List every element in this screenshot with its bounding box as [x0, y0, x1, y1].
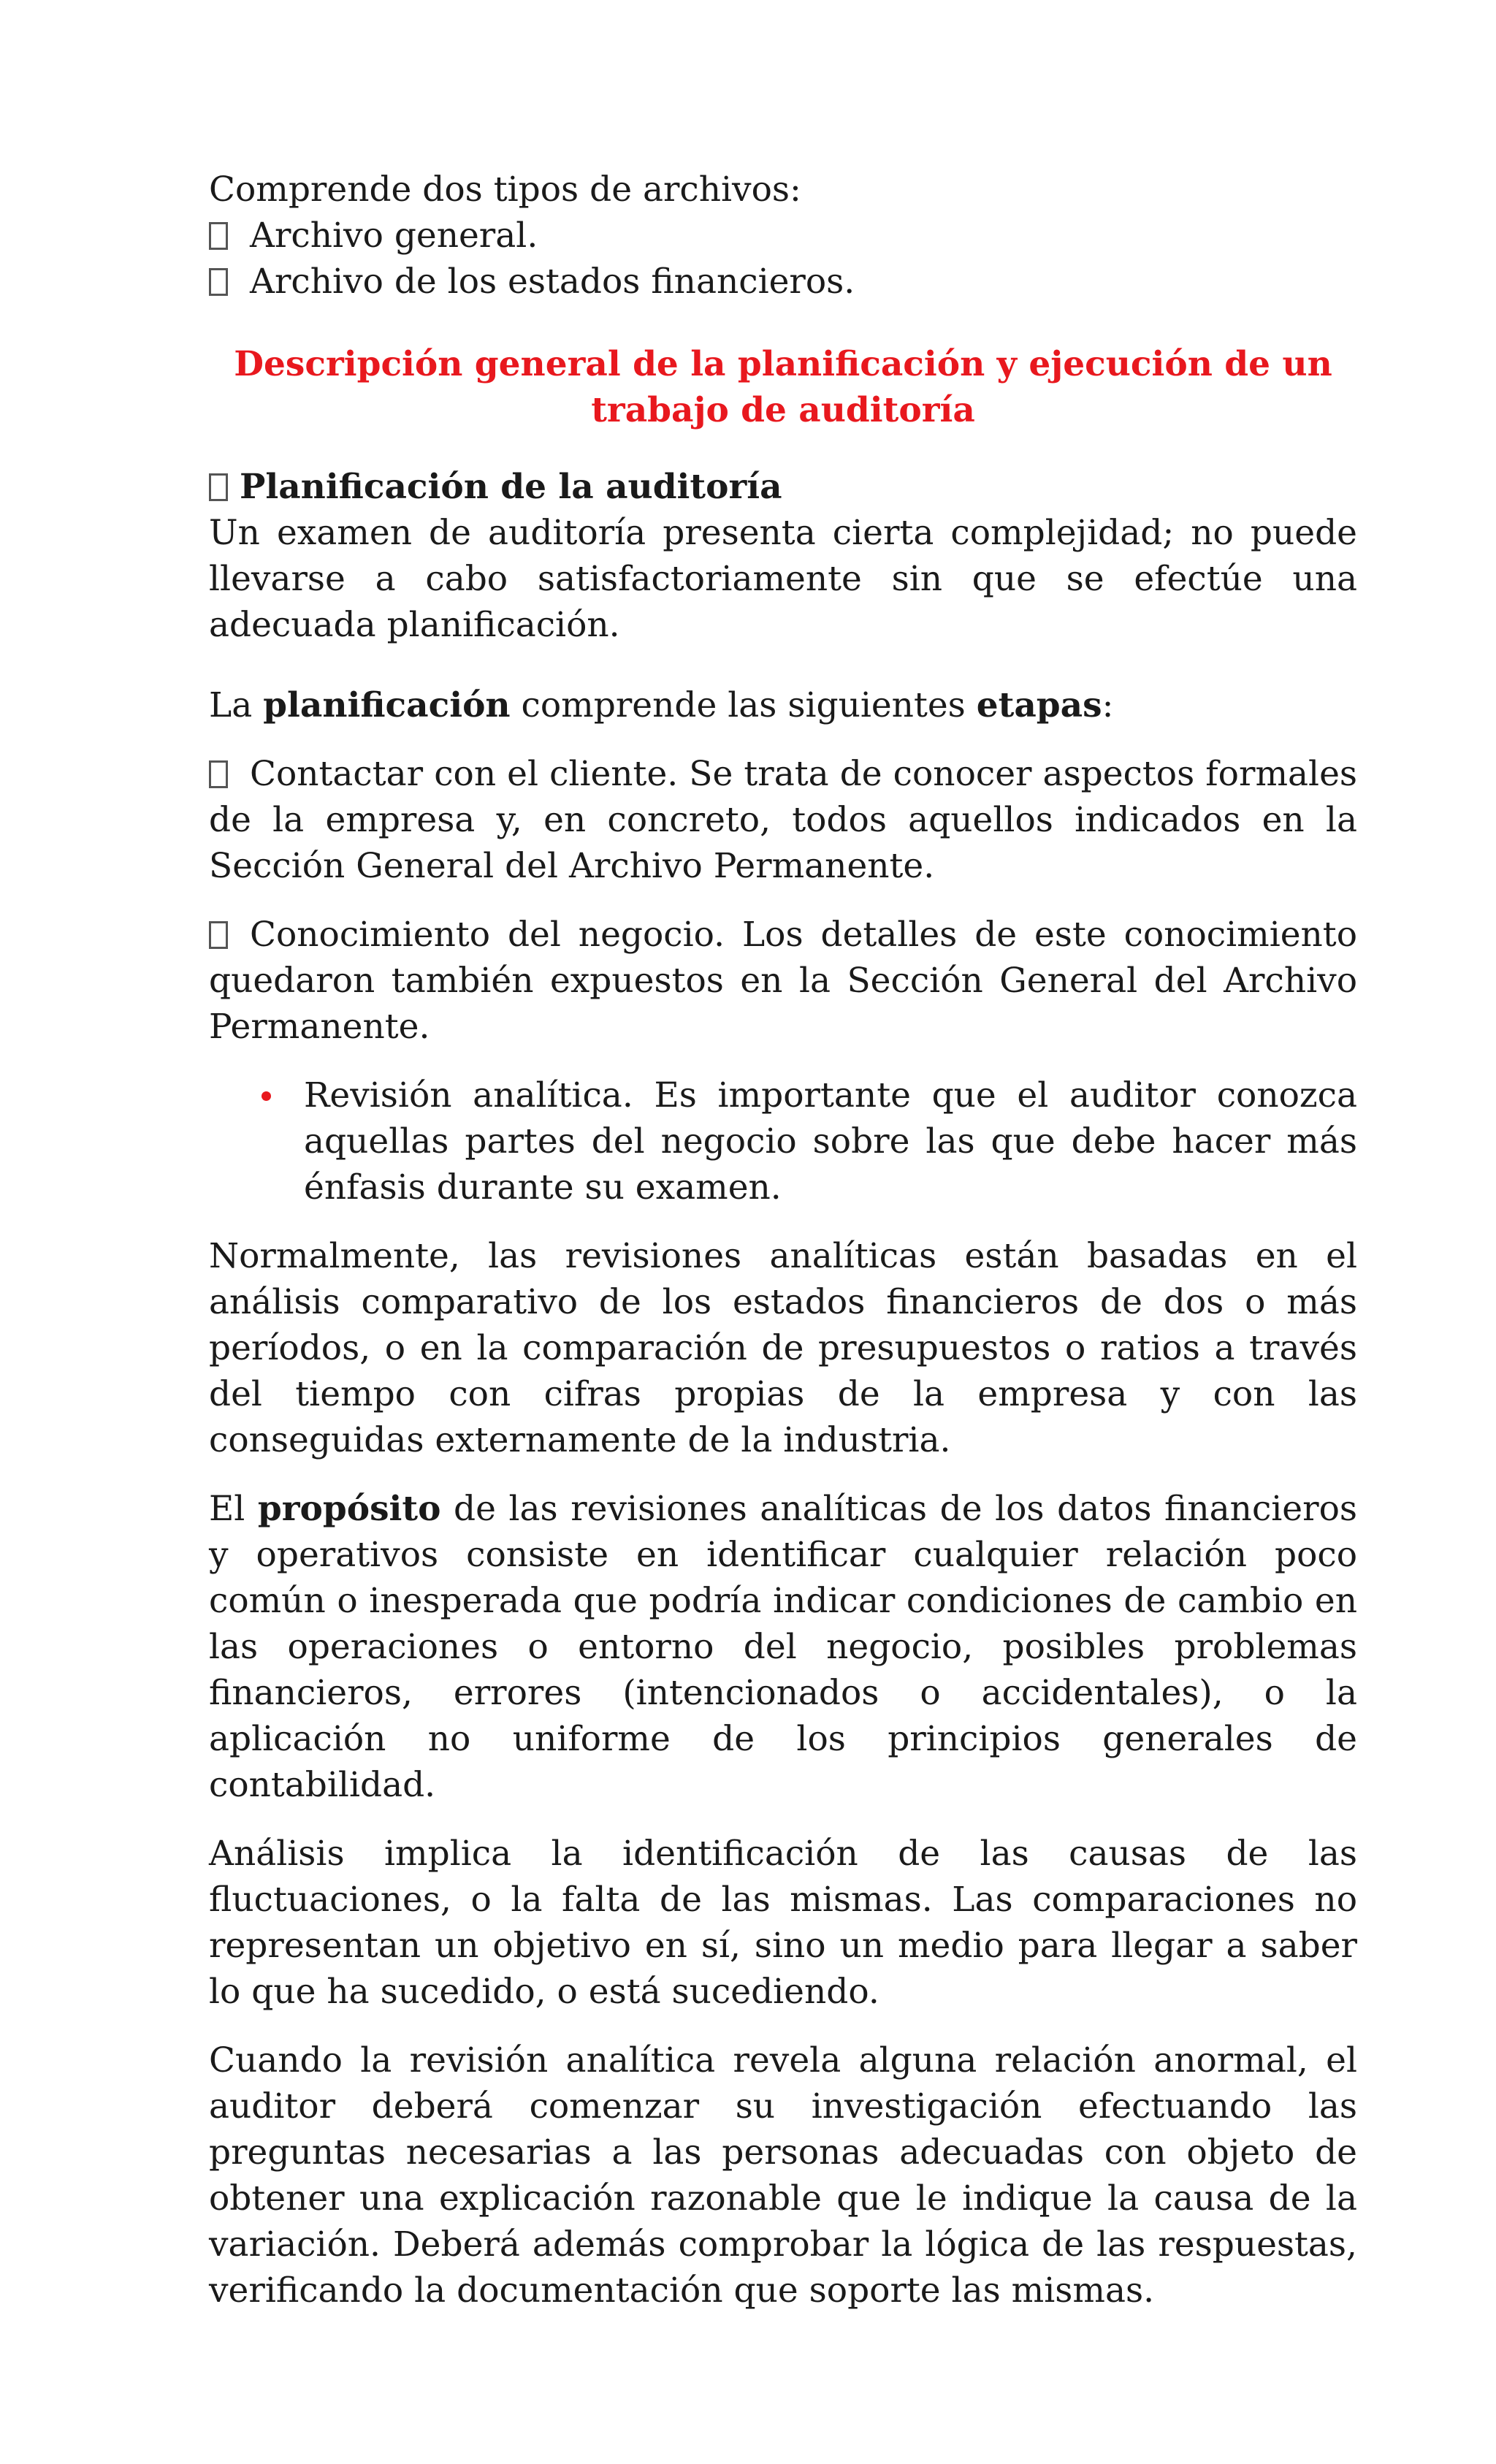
paragraph-normalmente: Normalmente, las revisiones analíticas están basadas en el análisis comparativo de los estados financieros de dos o más períodos, o en la comparación de presupuestos o ratios a través del tiempo con cifras propias de la empresa y con las conseguidas externamente de la industria.	[209, 1236, 1357, 1460]
paragraph-proposito: El propósito de las revisiones analíticas de los datos financieros y operativos consiste en identificar cualquier relación poco común o inesperada que podría indicar condiciones de cambio en las operaciones o entorno del negocio, posibles problemas financieros, errores (intencionados o accidentales), o la aplicación no uniforme de los principios generales de contabilidad.	[209, 1489, 1358, 1805]
intro-item: Archivo general.	[209, 213, 1357, 259]
bullet-list	[209, 1072, 1357, 1210]
paragraph-analisis: Análisis implica la identificación de las causas de las fluctuaciones, o la falta de las mismas. Las comparaciones no representan un objetivo en sí, sino un medio para llegar a saber lo que ha sucedido, o está sucediendo.	[209, 1834, 1357, 2012]
list-item: Revisión analítica. Es importante que el auditor conozca aquellas partes del negocio sobre las que debe hacer más énfasis durante su examen.	[209, 1072, 1357, 1210]
etapas-line: La planificación comprende las siguientes etapas:	[209, 685, 1114, 725]
subsection-heading: Planificación de la auditoría	[209, 464, 1357, 510]
stage-conocimiento: Conocimiento del negocio. Los detalles de este conocimiento quedaron también expuestos en la Sección General del Archivo Permanente.	[209, 915, 1357, 1047]
stage-contactar: Contactar con el cliente. Se trata de conocer aspectos formales de la empresa y, en concreto, todos aquellos indicados en la Sección General del Archivo Permanente.	[209, 754, 1357, 886]
bullet-dot-icon	[262, 1091, 271, 1101]
intro-text: Comprende dos tipos de archivos:	[209, 169, 801, 210]
paragraph-cuando: Cuando la revisión analítica revela alguna relación anormal, el auditor deberá comenzar su investigación efectuando las preguntas necesarias a las personas adecuadas con objeto de obtener una explicación razonable que le indique la causa de la variación. Deberá además comprobar la lógica de las respuestas, verificando la documentación que soporte las mismas.	[209, 2040, 1357, 2311]
missing-glyph-icon	[209, 760, 228, 788]
missing-glyph-icon	[209, 921, 228, 949]
missing-glyph-icon	[209, 268, 228, 296]
intro-item: Archivo de los estados financieros.	[209, 259, 1357, 305]
paragraph-planificacion: Un examen de auditoría presenta cierta complejidad; no puede llevarse a cabo satisfactoriamente sin que se efectúe una adecuada planificación.	[209, 513, 1357, 645]
section-title: Descripción general de la planificación y ejecución de un trabajo de auditoría	[234, 344, 1332, 430]
missing-glyph-icon	[209, 222, 228, 250]
missing-glyph-icon	[209, 473, 228, 501]
document-body	[209, 167, 1357, 2314]
